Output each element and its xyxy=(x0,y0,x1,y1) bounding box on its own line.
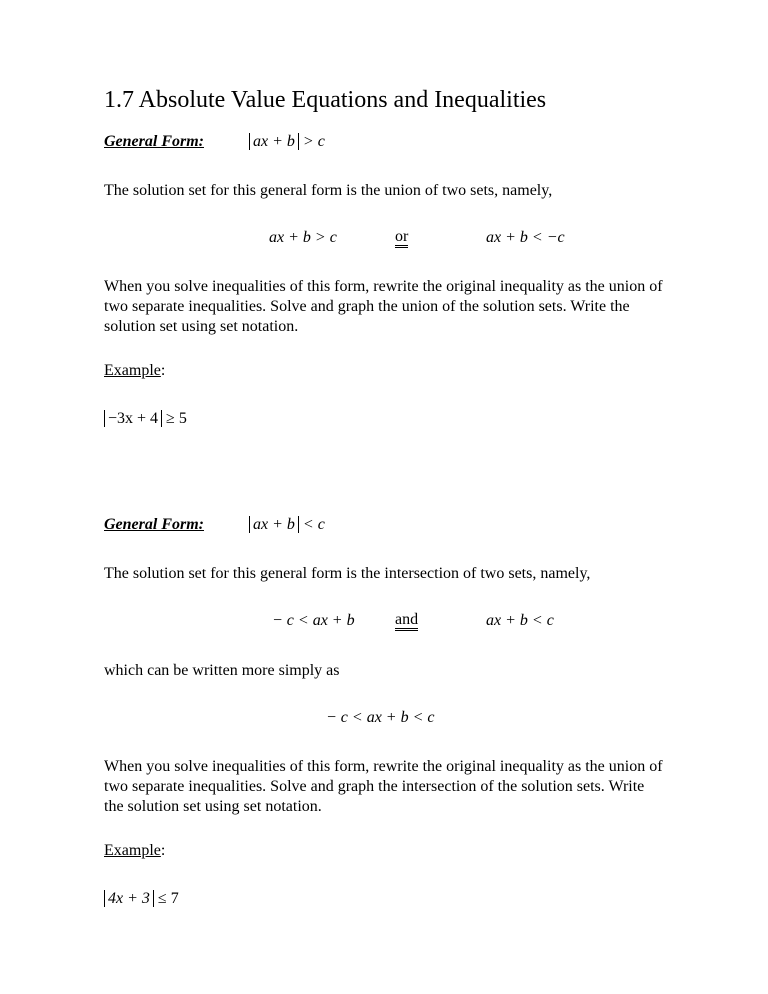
union-right-inequality: ax + b < −c xyxy=(486,229,565,246)
union-description: The solution set for this general form is the union of two sets, namely, xyxy=(104,182,553,199)
compound-inequality: − c < ax + b < c xyxy=(326,709,435,726)
simplify-text: which can be written more simply as xyxy=(104,662,340,679)
union-left-inequality: ax + b > c xyxy=(269,229,337,246)
intersection-left-inequality: − c < ax + b xyxy=(272,612,355,629)
example-inequality-remainder: ≥ 5 xyxy=(162,410,187,427)
example-problem-1 xyxy=(104,410,187,428)
intersection-description: The solution set for this general form is the intersection of two sets, namely, xyxy=(104,565,591,582)
general-form-label-1: General Form: xyxy=(104,133,204,150)
general-form-expression-2 xyxy=(249,516,325,534)
inequality-remainder: > c xyxy=(298,133,325,150)
intersection-right-inequality: ax + b < c xyxy=(486,612,554,629)
example-label: Example xyxy=(104,842,161,859)
example-heading-2 xyxy=(104,842,165,860)
example-problem-2 xyxy=(104,890,179,908)
example-inequality-remainder: ≤ 7 xyxy=(153,890,179,907)
example-heading-1 xyxy=(104,362,165,380)
page-title: 1.7 Absolute Value Equations and Inequalities xyxy=(104,87,547,113)
example-colon: : xyxy=(160,842,166,859)
and-connector: and xyxy=(395,612,418,631)
example-label: Example xyxy=(104,362,161,379)
union-instructions: When you solve inequalities of this form, rewrite the original inequality as the union of two separate inequalities. Solve and graph the union of the solution sets. Write the solution set using set notation. xyxy=(104,278,663,335)
inequality-remainder: < c xyxy=(298,516,325,533)
absolute-value-expression: ax + b xyxy=(249,133,299,150)
example-absolute-value: 4x + 3 xyxy=(104,890,154,907)
absolute-value-expression: ax + b xyxy=(249,516,299,533)
general-form-expression-1 xyxy=(249,133,325,151)
or-connector: or xyxy=(395,229,408,248)
general-form-label-2: General Form: xyxy=(104,516,204,533)
example-colon: : xyxy=(160,362,166,379)
intersection-instructions: When you solve inequalities of this form, rewrite the original inequality as the union of two separate inequalities. Solve and graph the intersection of the solution sets. Write the solution set using set notation. xyxy=(104,758,663,815)
example-absolute-value: −3x + 4 xyxy=(104,410,162,427)
